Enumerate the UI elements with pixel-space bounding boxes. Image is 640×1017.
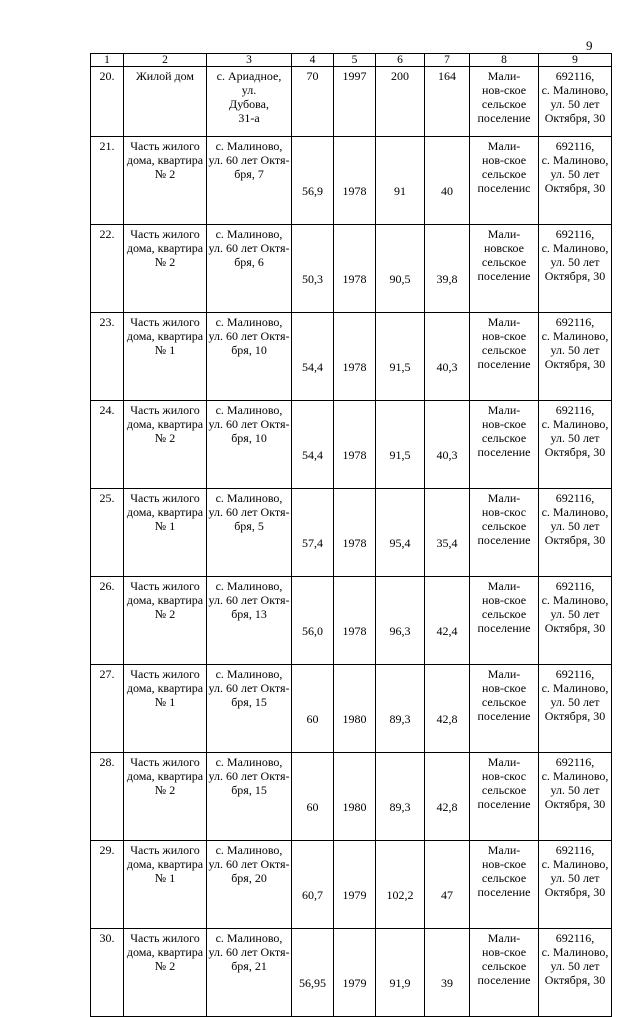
object-name-cell: Часть жилого дома, квартира № 1: [124, 841, 207, 929]
row-number-cell: 22.: [91, 225, 124, 313]
value-cell: 89,3: [376, 665, 425, 753]
table-row: [91, 225, 612, 313]
address-cell: с. Малиново, ул. 60 лет Октя- бря, 7: [207, 137, 292, 225]
value-cell: 89,3: [376, 753, 425, 841]
table-row: [91, 137, 612, 225]
year-cell: 1978: [334, 401, 376, 489]
object-name-cell: Часть жилого дома, квартира № 2: [124, 401, 207, 489]
area-cell: 60,7: [292, 841, 334, 929]
residual-value-cell: 42,8: [425, 665, 470, 753]
value-cell: 96,3: [376, 577, 425, 665]
owner-address-cell: 692116, с. Малиново, ул. 50 лет Октября, 30: [539, 401, 612, 489]
owner-cell: Мали- нов-ское сельское поселение: [470, 313, 539, 401]
value-cell: 91,9: [376, 929, 425, 1017]
table-row: [91, 67, 612, 137]
area-cell: 70: [292, 67, 334, 137]
row-number-cell: 24.: [91, 401, 124, 489]
year-cell: 1980: [334, 665, 376, 753]
object-name-cell: Часть жилого дома, квартира № 2: [124, 753, 207, 841]
row-number-cell: 23.: [91, 313, 124, 401]
table-row: [91, 753, 612, 841]
owner-cell: Мали- нов-ское сельское поселенис: [470, 137, 539, 225]
column-header: 7: [425, 54, 470, 67]
address-cell: с. Малиново, ул. 60 лет Октя- бря, 6: [207, 225, 292, 313]
address-cell: с. Малиново, ул. 60 лет Октя- бря, 5: [207, 489, 292, 577]
object-name-cell: Жилой дом: [124, 67, 207, 137]
column-header: 1: [91, 54, 124, 67]
column-header: 3: [207, 54, 292, 67]
year-cell: 1978: [334, 225, 376, 313]
value-cell: 91,5: [376, 401, 425, 489]
column-header: 5: [334, 54, 376, 67]
year-cell: 1978: [334, 313, 376, 401]
address-cell: с. Малиново, ул. 60 лет Октя- бря, 10: [207, 313, 292, 401]
value-cell: 91,5: [376, 313, 425, 401]
residual-value-cell: 35,4: [425, 489, 470, 577]
owner-address-cell: 692116, с. Малиново, ул. 50 лет Октября, 30: [539, 753, 612, 841]
table-row: [91, 929, 612, 1017]
object-name-cell: Часть жилого дома, квартира № 1: [124, 665, 207, 753]
owner-cell: Мали- нов-ское сельское поселение: [470, 577, 539, 665]
table-row: [91, 841, 612, 929]
residual-value-cell: 40,3: [425, 401, 470, 489]
property-registry-table: [90, 53, 612, 1017]
owner-cell: Мали- нов-скос сельское поселение: [470, 753, 539, 841]
area-cell: 60: [292, 753, 334, 841]
table-header-row: [91, 54, 612, 67]
table-row: [91, 577, 612, 665]
row-number-cell: 28.: [91, 753, 124, 841]
owner-address-cell: 692116, с. Малиново, ул. 50 лет Октября, 30: [539, 841, 612, 929]
row-number-cell: 20.: [91, 67, 124, 137]
owner-address-cell: 692116, с. Малиново, ул. 50 лет Октября, 30: [539, 665, 612, 753]
residual-value-cell: 164: [425, 67, 470, 137]
year-cell: 1980: [334, 753, 376, 841]
residual-value-cell: 39,8: [425, 225, 470, 313]
object-name-cell: Часть жилого дома, квартира № 2: [124, 929, 207, 1017]
owner-address-cell: 692116, с. Малиново, ул. 50 лет Октября, 30: [539, 929, 612, 1017]
column-header: 6: [376, 54, 425, 67]
owner-address-cell: 692116, с. Малиново, ул. 50 лет Октября, 30: [539, 225, 612, 313]
owner-cell: Мали- нов-скос сельское поселение: [470, 489, 539, 577]
object-name-cell: Часть жилого дома, квартира № 2: [124, 225, 207, 313]
area-cell: 50,3: [292, 225, 334, 313]
year-cell: 1978: [334, 489, 376, 577]
year-cell: 1997: [334, 67, 376, 137]
row-number-cell: 26.: [91, 577, 124, 665]
page-number: 9: [586, 38, 593, 53]
address-cell: с. Малиново, ул. 60 лет Октя- бря, 15: [207, 665, 292, 753]
row-number-cell: 21.: [91, 137, 124, 225]
address-cell: с. Малиново, ул. 60 лет Октя- бря, 10: [207, 401, 292, 489]
row-number-cell: 27.: [91, 665, 124, 753]
table-row: [91, 665, 612, 753]
owner-cell: Мали- нов-ское сельское поселение: [470, 665, 539, 753]
value-cell: 91: [376, 137, 425, 225]
owner-cell: Мали- новское сельское поселение: [470, 225, 539, 313]
table-row: [91, 401, 612, 489]
area-cell: 56,9: [292, 137, 334, 225]
owner-address-cell: 692116, с. Малиново, ул. 50 лет Октября, 30: [539, 67, 612, 137]
row-number-cell: 30.: [91, 929, 124, 1017]
area-cell: 56,0: [292, 577, 334, 665]
area-cell: 60: [292, 665, 334, 753]
address-cell: с. Малиново, ул. 60 лет Октя- бря, 21: [207, 929, 292, 1017]
value-cell: 95,4: [376, 489, 425, 577]
object-name-cell: Часть жилого дома, квартира № 2: [124, 137, 207, 225]
year-cell: 1978: [334, 577, 376, 665]
owner-cell: Мали- нов-ское сельское поселение: [470, 841, 539, 929]
residual-value-cell: 47: [425, 841, 470, 929]
year-cell: 1979: [334, 841, 376, 929]
area-cell: 57,4: [292, 489, 334, 577]
area-cell: 56,95: [292, 929, 334, 1017]
row-number-cell: 25.: [91, 489, 124, 577]
residual-value-cell: 42,8: [425, 753, 470, 841]
address-cell: с. Ариадное, ул. Дубова, 31-а: [207, 67, 292, 137]
value-cell: 90,5: [376, 225, 425, 313]
column-header: 8: [470, 54, 539, 67]
address-cell: с. Малиново, ул. 60 лет Октя- бря, 20: [207, 841, 292, 929]
column-header: 9: [539, 54, 612, 67]
residual-value-cell: 40: [425, 137, 470, 225]
owner-cell: Мали- нов-ское сельское поселение: [470, 67, 539, 137]
owner-cell: Мали- нов-ское сельское поселение: [470, 929, 539, 1017]
year-cell: 1979: [334, 929, 376, 1017]
owner-address-cell: 692116, с. Малиново, ул. 50 лет Октября, 30: [539, 313, 612, 401]
residual-value-cell: 39: [425, 929, 470, 1017]
residual-value-cell: 40,3: [425, 313, 470, 401]
object-name-cell: Часть жилого дома, квартира № 2: [124, 577, 207, 665]
value-cell: 200: [376, 67, 425, 137]
owner-cell: Мали- нов-ское сельское поселение: [470, 401, 539, 489]
table-row: [91, 313, 612, 401]
column-header: 4: [292, 54, 334, 67]
object-name-cell: Часть жилого дома, квартира № 1: [124, 313, 207, 401]
year-cell: 1978: [334, 137, 376, 225]
row-number-cell: 29.: [91, 841, 124, 929]
owner-address-cell: 692116, с. Малиново, ул. 50 лет Октября, 30: [539, 489, 612, 577]
area-cell: 54,4: [292, 401, 334, 489]
address-cell: с. Малиново, ул. 60 лет Октя- бря, 13: [207, 577, 292, 665]
column-header: 2: [124, 54, 207, 67]
table-row: [91, 489, 612, 577]
object-name-cell: Часть жилого дома, квартира № 1: [124, 489, 207, 577]
owner-address-cell: 692116, с. Малиново, ул. 50 лет Октября, 30: [539, 577, 612, 665]
value-cell: 102,2: [376, 841, 425, 929]
area-cell: 54,4: [292, 313, 334, 401]
address-cell: с. Малиново, ул. 60 лет Октя- бря, 15: [207, 753, 292, 841]
owner-address-cell: 692116, с. Малиново, ул. 50 лет Октября, 30: [539, 137, 612, 225]
residual-value-cell: 42,4: [425, 577, 470, 665]
